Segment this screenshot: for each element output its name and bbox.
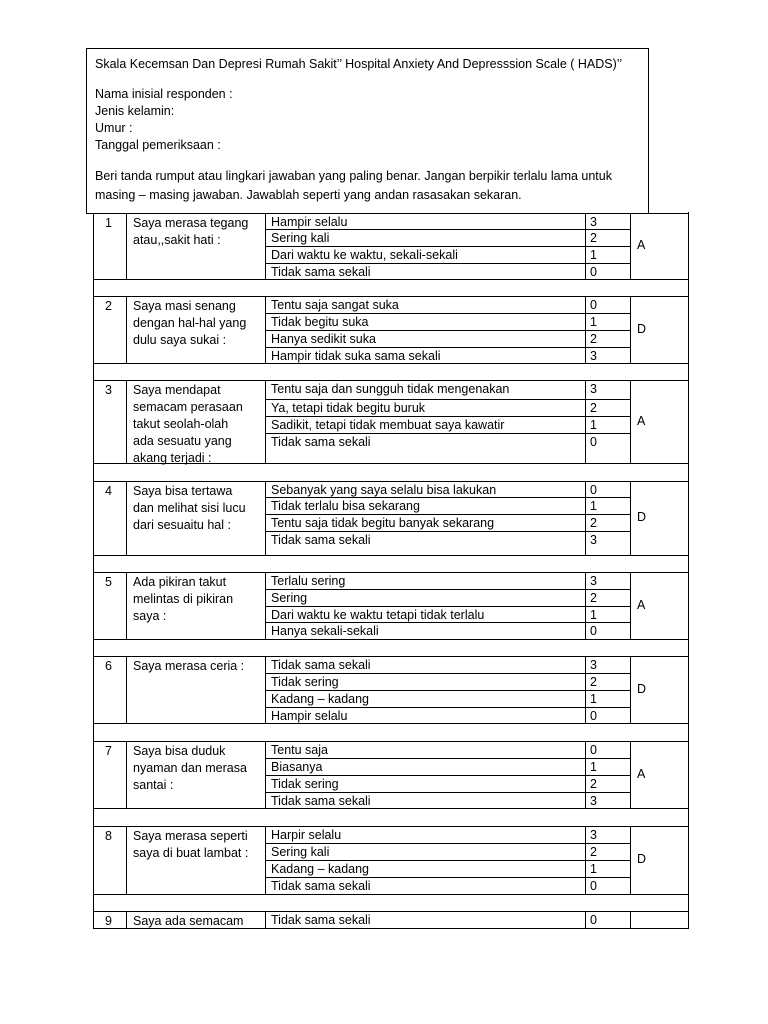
question-text: Saya bisa tertawa	[133, 484, 233, 498]
subscale-type: A	[637, 413, 646, 428]
option-rule	[265, 531, 630, 532]
option-text: Sering kali	[271, 845, 330, 859]
option-score: 0	[590, 483, 597, 497]
option-rule	[265, 263, 630, 264]
question-text: dari sesuaitu hal :	[133, 518, 231, 532]
option-rule	[265, 330, 630, 331]
subscale-type: A	[637, 238, 646, 252]
option-text: Sering kali	[271, 231, 330, 245]
option-score: 0	[590, 879, 597, 893]
option-score: 2	[590, 401, 597, 415]
option-score: 2	[590, 675, 597, 689]
column-rule	[265, 911, 266, 928]
option-score: 1	[590, 862, 597, 876]
column-rule	[630, 572, 631, 639]
question-text: atau,,sakit hati :	[133, 233, 221, 247]
group-bottom-rule	[93, 894, 689, 895]
option-score: 3	[590, 533, 597, 547]
group-top-rule	[93, 572, 689, 573]
option-score: 2	[590, 777, 597, 791]
question-text: Saya bisa duduk	[133, 744, 226, 758]
group-bottom-rule	[93, 363, 689, 364]
column-rule	[126, 911, 127, 928]
table-right-border	[688, 212, 689, 929]
question-text: Saya masi senang	[133, 299, 236, 313]
group-top-rule	[93, 380, 689, 381]
column-rule	[630, 656, 631, 723]
option-rule	[265, 313, 630, 314]
group-bottom-rule	[93, 639, 689, 640]
question-text: semacam perasaan	[133, 400, 243, 414]
option-rule	[265, 792, 630, 793]
option-rule	[265, 246, 630, 247]
option-text: Biasanya	[271, 760, 323, 774]
option-rule	[265, 622, 630, 623]
option-text: Tidak sama sekali	[271, 533, 371, 547]
subscale-type: D	[637, 510, 647, 524]
option-text: Dari waktu ke waktu tetapi tidak terlalu	[271, 608, 485, 622]
option-score: 3	[590, 794, 597, 808]
subscale-type: A	[637, 597, 646, 612]
option-score: 1	[590, 315, 597, 329]
question-text: Saya merasa tegang	[133, 216, 249, 230]
group-bottom-rule	[93, 555, 689, 556]
question-text: Saya merasa seperti	[133, 829, 248, 843]
option-score: 2	[590, 231, 597, 245]
column-rule	[265, 380, 266, 463]
option-text: Hampir selalu	[271, 215, 348, 229]
option-score: 1	[590, 760, 597, 774]
column-rule	[630, 213, 631, 279]
question-text: Saya mendapat	[133, 383, 221, 397]
option-text: Terlalu sering	[271, 574, 346, 588]
option-text: Tidak sering	[271, 675, 339, 689]
option-rule	[265, 690, 630, 691]
column-rule	[126, 380, 127, 463]
option-text: Dari waktu ke waktu, sekali-sekali	[271, 248, 458, 262]
option-score: 1	[590, 608, 597, 622]
item-number: 7	[105, 744, 112, 758]
option-score: 2	[590, 332, 597, 346]
column-rule	[585, 911, 586, 928]
option-text: Tidak terlalu bisa sekarang	[271, 499, 420, 513]
column-rule	[265, 481, 266, 555]
table-left-border	[93, 212, 94, 929]
option-score: 1	[590, 248, 597, 262]
option-score: 2	[590, 516, 597, 530]
instruction-line-2: masing – masing jawaban. Jawablah seperti yang andan rasasakan sekaran.	[95, 188, 522, 202]
option-rule	[265, 433, 630, 434]
option-rule	[265, 860, 630, 861]
option-rule	[265, 229, 630, 230]
column-rule	[630, 380, 631, 463]
option-text: Tentu saja	[271, 743, 328, 757]
option-rule	[265, 497, 630, 498]
option-score: 1	[590, 692, 597, 706]
option-rule	[265, 673, 630, 674]
group-top-rule	[93, 741, 689, 742]
question-text: melintas di pikiran	[133, 592, 234, 606]
item-number: 6	[105, 659, 112, 673]
option-score: 0	[590, 435, 597, 449]
subscale-type: D	[637, 681, 647, 696]
question-text: dengan hal-hal yang	[133, 316, 247, 330]
option-rule	[265, 399, 630, 400]
option-text: Sadikit, tetapi tidak membuat saya kawatir	[271, 418, 505, 432]
questionnaire-header	[86, 48, 649, 214]
option-score: 2	[590, 845, 597, 859]
option-text: Sering	[271, 591, 308, 605]
question-text: ada sesuatu yang	[133, 434, 232, 448]
column-rule	[126, 213, 127, 279]
group-top-rule	[93, 911, 689, 912]
item-number: 3	[105, 383, 112, 397]
option-rule	[265, 843, 630, 844]
option-score: 0	[590, 265, 597, 279]
group-bottom-rule	[93, 808, 689, 809]
option-score: 3	[590, 574, 597, 588]
column-rule	[630, 826, 631, 894]
document-title: Skala Kecemsan Dan Depresi Rumah Sakit’’ Hospital Anxiety And Depresssion Scale ( HADS)’’	[95, 57, 623, 71]
question-text: Ada pikiran takut	[133, 575, 227, 589]
group-top-rule	[93, 481, 689, 482]
group-top-rule	[93, 656, 689, 657]
option-rule	[265, 606, 630, 607]
option-score: 0	[590, 624, 597, 638]
column-rule	[630, 741, 631, 808]
option-text: Tentu saja dan sungguh tidak mengenakan	[271, 382, 510, 396]
option-text: Kadang – kadang	[271, 692, 370, 706]
field-exam-date: Tanggal pemeriksaan :	[95, 138, 221, 152]
option-score: 0	[590, 743, 597, 757]
question-text: akang terjadi :	[133, 451, 212, 465]
column-rule	[126, 572, 127, 639]
column-rule	[126, 656, 127, 723]
option-score: 2	[590, 591, 597, 605]
option-score: 3	[590, 658, 597, 672]
item-number: 8	[105, 829, 112, 843]
column-rule	[126, 481, 127, 555]
option-score: 0	[590, 298, 597, 312]
option-text: Sebanyak yang saya selalu bisa lakukan	[271, 483, 497, 497]
option-text: Harpir selalu	[271, 828, 342, 842]
option-rule	[265, 347, 630, 348]
option-text: Hampir selalu	[271, 709, 348, 723]
option-text: Tidak sama sekali	[271, 879, 371, 893]
column-rule	[126, 741, 127, 808]
option-text: Tidak sama sekali	[271, 265, 371, 279]
column-rule	[585, 481, 586, 555]
column-rule	[585, 380, 586, 463]
option-text: Tidak sama sekali	[271, 794, 371, 808]
subscale-type: A	[637, 766, 646, 781]
option-rule	[265, 416, 630, 417]
option-text: Tentu saja sangat suka	[271, 298, 399, 312]
column-rule	[126, 296, 127, 363]
item-number: 5	[105, 575, 112, 589]
option-rule	[265, 758, 630, 759]
question-text: nyaman dan merasa	[133, 761, 247, 775]
instruction-line-1: Beri tanda rumput atau lingkari jawaban yang paling benar. Jangan berpikir terlalu lama untuk	[95, 169, 612, 183]
option-text: Ya, tetapi tidak begitu buruk	[271, 401, 426, 415]
option-score: 1	[590, 418, 597, 432]
item-number: 2	[105, 299, 112, 313]
option-text: Tidak sama sekali	[271, 435, 371, 449]
option-text: Kadang – kadang	[271, 862, 370, 876]
field-gender: Jenis kelamin:	[95, 104, 175, 118]
option-rule	[265, 589, 630, 590]
option-score: 0	[590, 913, 597, 927]
subscale-type: D	[637, 852, 647, 866]
option-text: Tidak sering	[271, 777, 339, 791]
option-text: Tidak sama sekali	[271, 658, 371, 672]
option-text: Tidak sama sekali	[271, 913, 371, 927]
column-rule	[126, 826, 127, 894]
option-text: Tidak begitu suka	[271, 315, 369, 329]
group-top-rule	[93, 826, 689, 827]
option-text: Hampir tidak suka sama sekali	[271, 349, 441, 363]
item-number: 9	[105, 914, 112, 928]
group-top-rule	[93, 296, 689, 297]
option-score: 3	[590, 828, 597, 842]
field-age: Umur :	[95, 121, 133, 135]
field-respondent-initials: Nama inisial responden :	[95, 87, 233, 101]
column-rule	[630, 481, 631, 555]
option-rule	[265, 707, 630, 708]
column-rule	[630, 911, 631, 928]
question-text: santai :	[133, 778, 174, 792]
question-text: dan melihat sisi lucu	[133, 501, 246, 515]
option-score: 1	[590, 499, 597, 513]
question-text: Saya merasa ceria :	[133, 659, 245, 673]
option-rule	[265, 514, 630, 515]
question-text: takut seolah-olah	[133, 417, 229, 431]
question-text: saya di buat lambat :	[133, 846, 249, 860]
group-bottom-rule	[93, 279, 689, 280]
group-bottom-rule	[93, 723, 689, 724]
option-rule	[265, 877, 630, 878]
option-score: 3	[590, 349, 597, 363]
option-text: Tentu saja tidak begitu banyak sekarang	[271, 516, 495, 530]
option-score: 3	[590, 215, 597, 229]
column-rule	[630, 296, 631, 363]
option-text: Hanya sedikit suka	[271, 332, 376, 346]
option-text: Hanya sekali-sekali	[271, 624, 379, 638]
question-text: Saya ada semacam	[133, 914, 244, 928]
option-rule	[265, 775, 630, 776]
item-number: 4	[105, 484, 112, 498]
question-text: dulu saya sukai :	[133, 333, 227, 347]
question-text: saya :	[133, 609, 167, 623]
subscale-type: D	[637, 321, 647, 336]
item-number: 1	[105, 216, 112, 230]
option-score: 3	[590, 382, 597, 396]
option-score: 0	[590, 709, 597, 723]
